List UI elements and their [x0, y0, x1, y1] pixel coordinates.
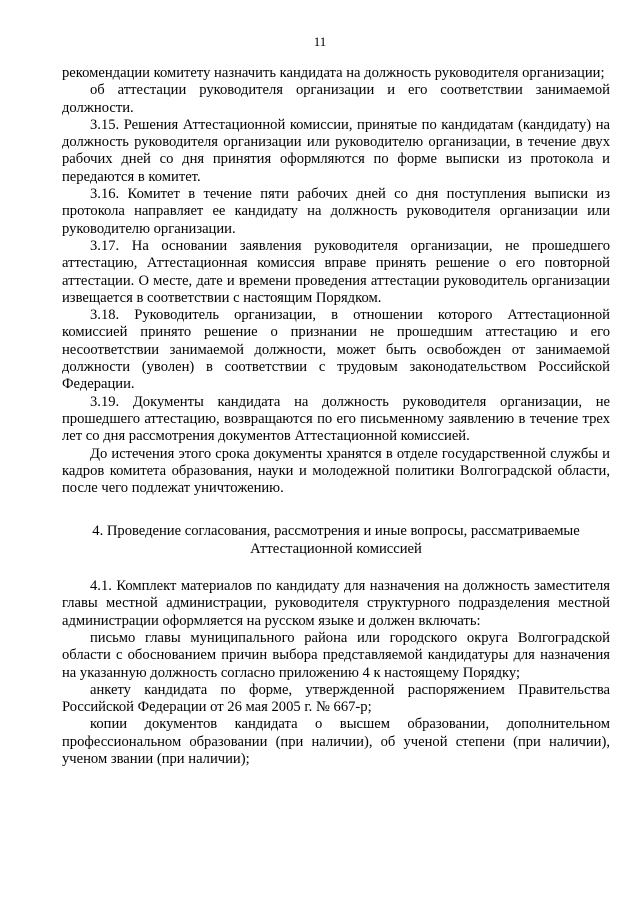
paragraph: об аттестации руководителя организации и его соответствии занимаемой должности.: [62, 82, 610, 116]
section-heading-line-2: Аттестационной комиссией: [250, 540, 422, 557]
paragraph-3-15: 3.15. Решения Аттестационной комиссии, принятые по кандидатам (кандидату) на должность руководителя организации или руководителю организации, в течение двух рабочих дней со дня принятия оформляются по форме выписки из протокола и передаются в комитет.: [62, 116, 610, 185]
paragraph-3-18: 3.18. Руководитель организации, в отношении которого Аттестационной комиссией принято решение о признании не прошедшим аттестацию и его несоответствии занимаемой должности, может быть освобожден от занимаемой должности (уволен) в соответствии с трудовым законодательством Российской Федерации.: [62, 307, 610, 393]
paragraph-3-17: 3.17. На основании заявления руководителя организации, не прошедшего аттестацию, Аттестационная комиссия вправе принять решение о его повторной аттестации. О месте, дате и времени проведения аттестации руководитель организации извещается в соответствии с настоящим Порядком.: [62, 237, 610, 306]
section-heading-line-1: 4. Проведение согласования, рассмотрения и иные вопросы, рассматриваемые: [92, 523, 580, 540]
spacer: [62, 558, 610, 578]
section-heading: [62, 523, 610, 558]
paragraph-4-1: 4.1. Комплект материалов по кандидату для назначения на должность заместителя главы местной администрации, руководителя структурного подразделения местной администрации оформляется на русском языке и должен включать:: [62, 578, 610, 629]
list-item: письмо главы муниципального района или городского округа Волгоградской области с обоснованием причин выбора представляемой кандидатуры для назначения на указанную должность согласно приложению 4 к настоящему Порядку;: [62, 629, 610, 681]
spacer: [62, 497, 610, 523]
list-item: анкету кандидата по форме, утвержденной распоряжением Правительства Российской Федерации от 26 мая 2005 г. № 667-р;: [62, 681, 610, 716]
page-number: 11: [313, 34, 327, 49]
paragraph: До истечения этого срока документы хранятся в отделе государственной службы и кадров комитета образования, науки и молодежной политики Волгоградской области, после чего подлежат уничтожению.: [62, 445, 610, 497]
paragraph-3-19: 3.19. Документы кандидата на должность руководителя организации, не прошедшего аттестацию, возвращаются по его письменному заявлению в течение трех лет со дня рассмотрения документов Аттестационной комиссией.: [62, 393, 610, 445]
paragraph: рекомендации комитету назначить кандидата на должность руководителя организации;: [62, 65, 605, 81]
document-body: [62, 65, 610, 768]
paragraph-3-16: 3.16. Комитет в течение пяти рабочих дней со дня поступления выписки из протокола направляет ее кандидату на должность руководителя организации или руководителю организации.: [62, 186, 610, 237]
list-item: копии документов кандидата о высшем образовании, дополнительном профессиональном образовании (при наличии), об ученой степени (при наличии), ученом звании (при наличии);: [62, 716, 610, 767]
